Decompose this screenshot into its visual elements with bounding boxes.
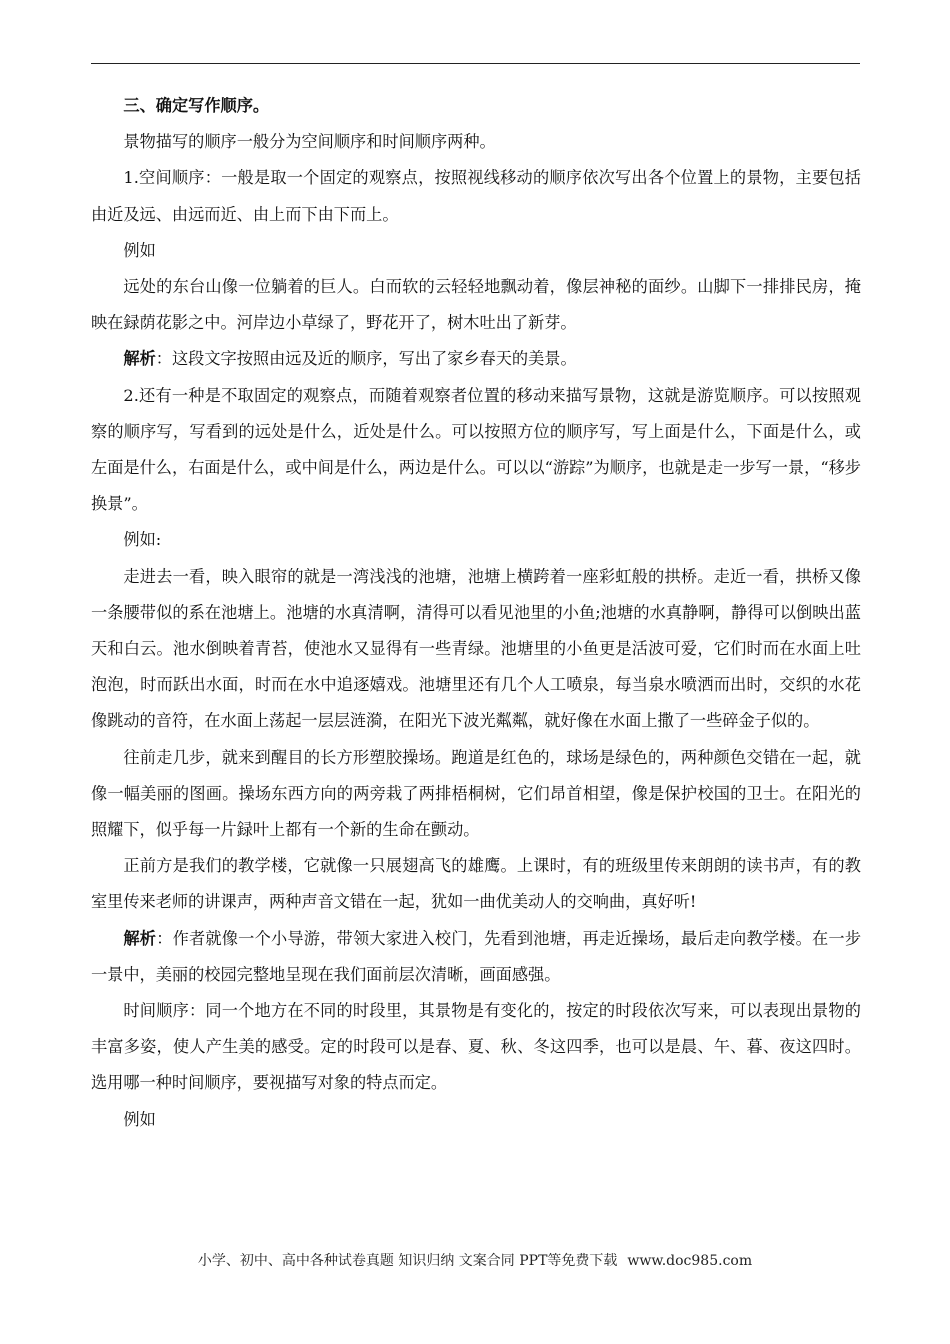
- example-text-1: 远处的东台山像一位躺着的巨人。白而软的云轻轻地飘动着，像层神秘的面纱。山脚下一排排民房，掩映在録荫花影之中。河岸边小草绿了，野花开了，树木吐出了新芽。: [91, 277, 861, 333]
- analysis-text-2: ：作者就像一个小导游，带领大家进入校门，先看到池塘，再走近操场，最后走向教学楼。在一步一景中，美丽的校园完整地呈现在我们面前层次清晰，画面感强。: [91, 928, 862, 984]
- analysis-paragraph-2: [91, 921, 861, 993]
- example-label-2: 例如:: [123, 530, 162, 550]
- example-2-paragraph-2: 往前走几步，就来到醒目的长方形塑胶操场。跑道是红色的，球场是绿色的，两种颜色交错在一起，就像一幅美丽的图画。操场东西方向的两旁栽了两排梧桐树，它们昂首相望，像是保护校国的卫士。在阳光的照耀下，似乎每一片録叶上都有一个新的生命在颤动。: [91, 747, 861, 840]
- footer-text: 小学、初中、高中各种试卷真题 知识归纳 文案合同 PPT等免费下载: [197, 1253, 618, 1269]
- footer-site-link[interactable]: www.doc985.com: [627, 1253, 753, 1269]
- analysis-paragraph-1: [91, 341, 861, 377]
- example-label-1: 例如: [123, 240, 156, 260]
- document-body: [91, 88, 861, 1138]
- example-label-3: 例如: [123, 1109, 156, 1129]
- tour-order-paragraph: 2.还有一种是不取固定的观察点，而随着观察者位置的移动来描写景物，这就是游览顺序。可以按照观察的顺序写，写看到的远处是什么，近处是什么。可以按照方位的顺序写，写上面是什么，下面是什么，或左面是什么，右面是什么，或中间是什么，两边是什么。可以以“游踪”为顺序，也就是走一步写一景，“移步换景”。: [91, 385, 861, 514]
- section-heading: 三、确定写作顺序。: [123, 96, 270, 115]
- analysis-text-1: ：这段文字按照由远及近的顺序，写出了家乡春天的美景。: [155, 349, 577, 369]
- example-2-paragraph-1: 走进去一看，映入眼帘的就是一湾浅浅的池塘，池塘上横跨着一座彩虹般的拱桥。走近一看，拱桥又像一条腰带似的系在池塘上。池塘的水真清啊，清得可以看见池里的小鱼;池塘的水真静啊，静得可以倒映出蓝天和白云。池水倒映着青苔，使池水又显得有一些青绿。池塘里的小鱼更是活波可爱，它们时而在水面上吐泡泡，时而跃出水面，时而在水中追逐嬉戏。池塘里还有几个人工喷泉，每当泉水喷洒而出时，交织的水花像跳动的音符，在水面上荡起一层层涟漪，在阳光下波光粼粼，就好像在水面上撒了一些碎金子似的。: [91, 566, 861, 731]
- analysis-label-2: 解析: [123, 928, 157, 948]
- time-order-paragraph: 时间顺序：同一个地方在不同的时段里，其景物是有变化的，按定的时段依次写来，可以表现出景物的丰富多姿，使人产生美的感受。定的时段可以是春、夏、秋、冬这四季，也可以是晨、午、暮、夜这四时。选用哪一种时间顺序，要视描写对象的特点而定。: [91, 1001, 861, 1093]
- page-footer: [0, 1250, 950, 1270]
- analysis-label-1: 解析: [123, 349, 156, 369]
- intro-paragraph: 景物描写的顺序一般分为空间顺序和时间顺序两种。: [123, 132, 496, 152]
- header-rule: [91, 63, 860, 64]
- space-order-paragraph: 1.空间顺序：一般是取一个固定的观察点，按照视线移动的顺序依次写出各个位置上的景物，主要包括由近及远、由远而近、由上而下由下而上。: [91, 168, 861, 224]
- example-2-paragraph-3: 正前方是我们的教学楼，它就像一只展翅高飞的雄鹰。上课时，有的班级里传来朗朗的读书声，有的教室里传来老师的讲课声，两种声音文错在一起，犹如一曲优美动人的交响曲，真好听!: [91, 856, 861, 912]
